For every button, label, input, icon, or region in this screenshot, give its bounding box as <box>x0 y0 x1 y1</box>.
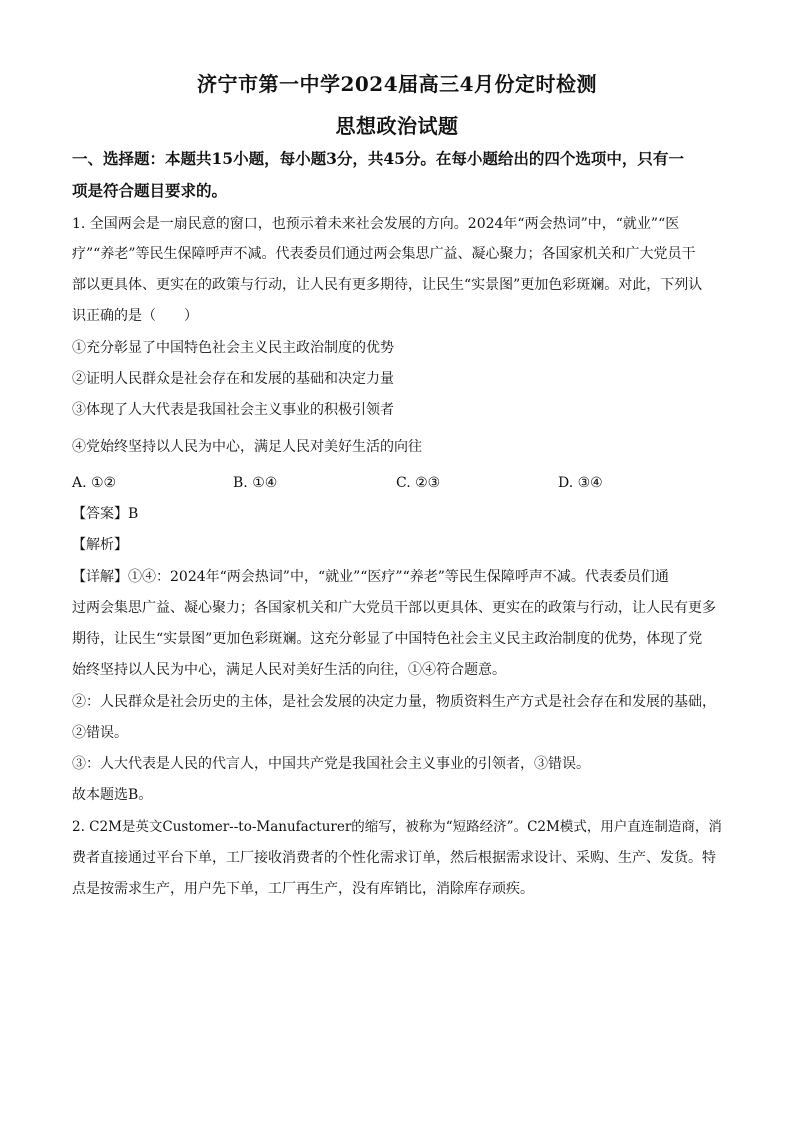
q1-analysis-line-2: 过两会集思广益、凝心聚力；各国家机关和广大党员干部以更具体、更实在的政策与行动，让人民有更多 <box>72 600 716 616</box>
q1-item-2: ②证明人民群众是社会存在和发展的基础和决定力量 <box>72 371 394 387</box>
q1-analysis-line-6: ②错误。 <box>72 725 128 741</box>
exam-subtitle: 思想政治试题 <box>335 114 459 138</box>
q1-option-d: D. ③④ <box>558 475 603 491</box>
q1-stem-line-1: 1. 全国两会是一扇民意的窗口，也预示着未来社会发展的方向。2024年“两会热词”中，“就业”“医 <box>72 216 680 232</box>
q1-stem-line-3: 部以更具体、更实在的政策与行动，让人民有更多期待，让民生“实景图”更加色彩斑斓。对此，下列认 <box>72 277 703 293</box>
q1-item-1: ①充分彰显了中国特色社会主义民主政治制度的优势 <box>72 340 394 356</box>
q1-answer: 【答案】B <box>72 506 139 522</box>
section-heading-line-1: 一、选择题：本题共15小题，每小题3分，共45分。在每小题给出的四个选项中，只有一 <box>72 149 684 168</box>
q1-item-3: ③体现了人大代表是我国社会主义事业的积极引领者 <box>72 402 394 418</box>
q1-analysis-label: 【解析】 <box>72 537 128 553</box>
q1-option-b: B. ①④ <box>233 475 278 491</box>
q1-analysis-line-4: 始终坚持以人民为中心，满足人民对美好生活的向往，①④符合题意。 <box>72 662 506 678</box>
section-heading-line-2: 项是符合题目要求的。 <box>72 181 228 200</box>
q1-analysis-line-7: ③：人大代表是人民的代言人，中国共产党是我国社会主义事业的引领者，③错误。 <box>72 756 590 772</box>
q2-stem-line-1: 2. C2M是英文Customer--to-Manufacturer的缩写，被称为“短路经济”。C2M模式，用户直连制造商，消 <box>72 819 722 835</box>
exam-title: 济宁市第一中学2024届高三4月份定时检测 <box>196 72 598 96</box>
q2-stem-line-2: 费者直接通过平台下单，工厂接收消费者的个性化需求订单，然后根据需求设计、采购、生产、发货。特 <box>72 850 716 866</box>
q1-option-c: C. ②③ <box>396 475 441 491</box>
q2-stem-line-3: 点是按需求生产，用户先下单，工厂再生产，没有库销比，消除库存顽疾。 <box>72 881 534 897</box>
q1-analysis-line-8: 故本题选B。 <box>72 787 153 803</box>
q1-stem-line-2: 疗”“养老”等民生保障呼声不减。代表委员们通过两会集思广益、凝心聚力；各国家机关和广大党员干 <box>72 246 696 262</box>
q1-stem-line-4: 识正确的是（ ） <box>72 308 198 324</box>
q1-option-a: A. ①② <box>72 475 117 491</box>
q1-analysis-line-1: 【详解】①④：2024年“两会热词”中，“就业”“医疗”“养老”等民生保障呼声不减。代表委员们通 <box>72 569 669 585</box>
q1-analysis-line-3: 期待，让民生“实景图”更加色彩斑斓。这充分彰显了中国特色社会主义民主政治制度的优势，体现了党 <box>72 631 703 647</box>
q1-item-4: ④党始终坚持以人民为中心，满足人民对美好生活的向往 <box>72 439 422 455</box>
q1-analysis-line-5: ②：人民群众是社会历史的主体，是社会发展的决定力量，物质资料生产方式是社会存在和发展的基础， <box>72 694 716 710</box>
